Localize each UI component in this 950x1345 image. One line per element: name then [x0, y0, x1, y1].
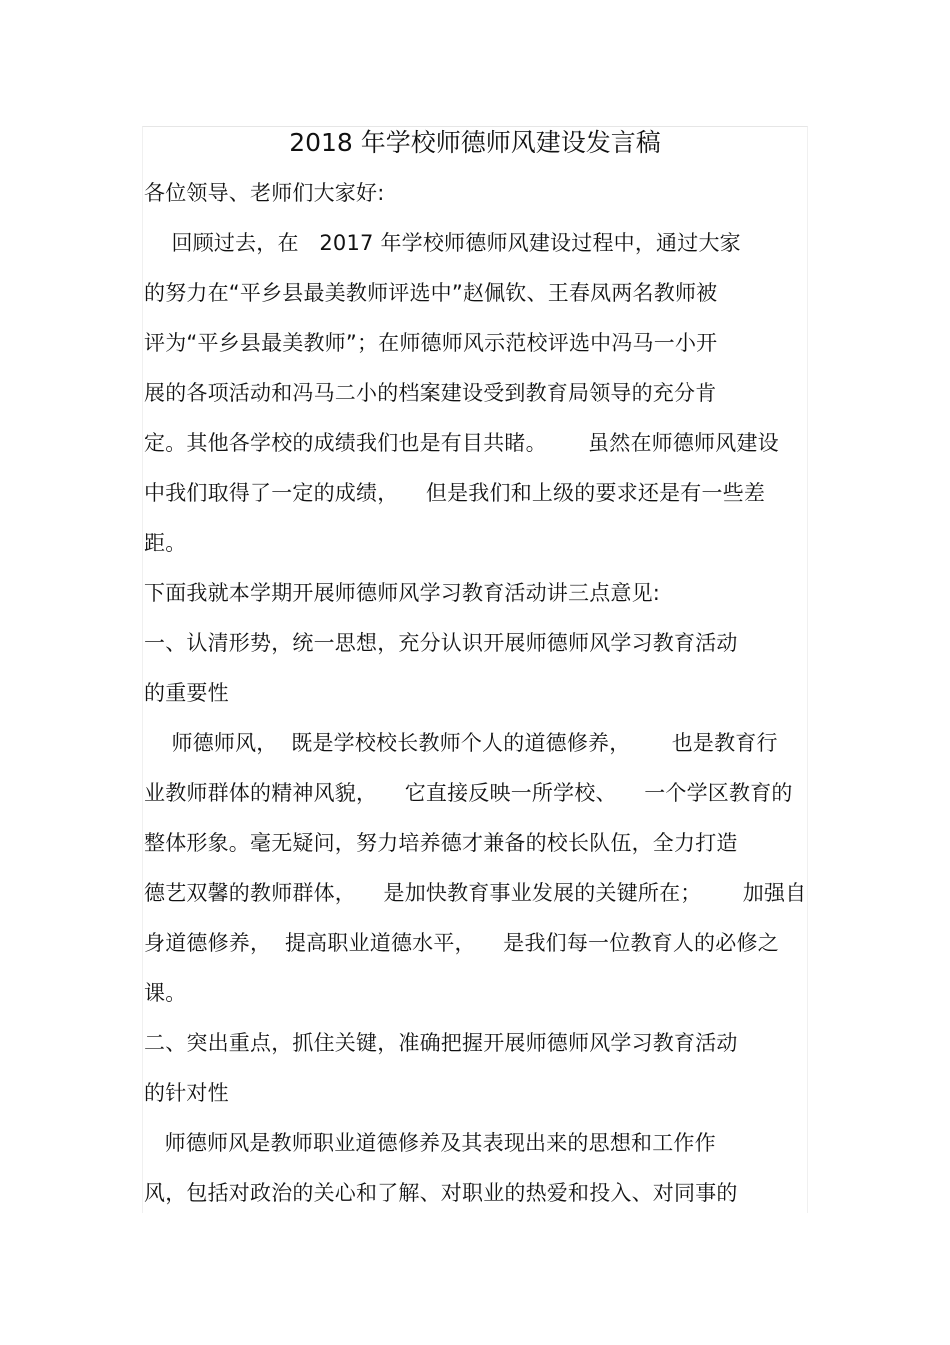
- text-line: 距。: [144, 531, 187, 555]
- text-line: 展的各项活动和冯马二小的档案建设受到教育局领导的充分肯: [144, 381, 717, 405]
- document-title: 2018 年学校师德师风建设发言稿: [289, 128, 661, 157]
- text-line: 中我们取得了一定的成绩， 但是我们和上级的要求还是有一些差: [144, 481, 766, 505]
- section-heading: 二、突出重点，抓住关键，准确把握开展师德师风学习教育活动: [144, 1031, 738, 1055]
- text-line: 师德师风是教师职业道德修养及其表现出来的思想和工作作: [144, 1131, 716, 1155]
- text-line: 业教师群体的精神风貌， 它直接反映一所学校、 一个学区教育的: [144, 781, 793, 805]
- text-line: 风，包括对政治的关心和了解、对职业的热爱和投入、对同事的: [144, 1181, 738, 1205]
- text-line: 定。其他各学校的成绩我们也是有目共睹。 虽然在师德师风建设: [144, 431, 779, 455]
- text-line: 各位领导、老师们大家好:: [144, 181, 385, 205]
- text-line: 课。: [144, 981, 187, 1005]
- text-line: 回顾过去，在 2017 年学校师德师风建设过程中，通过大家: [144, 231, 741, 255]
- section-heading: 一、认清形势，统一思想，充分认识开展师德师风学习教育活动: [144, 631, 738, 655]
- text-line: 身道德修养， 提高职业道德水平， 是我们每一位教育人的必修之: [144, 931, 779, 955]
- text-line: 下面我就本学期开展师德师风学习教育活动讲三点意见:: [144, 581, 661, 605]
- text-line: 整体形象。毫无疑问，努力培养德才兼备的校长队伍，全力打造: [144, 831, 738, 855]
- text-line: 的努力在“平乡县最美教师评选中”赵佩钦、王春凤两名教师被: [144, 281, 718, 305]
- section-heading: 的重要性: [144, 681, 229, 705]
- text-line: 评为“平乡县最美教师”；在师德师风示范校评选中冯马一小开: [144, 331, 718, 355]
- text-line: 德艺双馨的教师群体， 是加快教育事业发展的关键所在； 加强自: [144, 881, 807, 905]
- text-line: 师德师风， 既是学校校长教师个人的道德修养， 也是教育行: [144, 731, 778, 755]
- section-heading: 的针对性: [144, 1081, 229, 1105]
